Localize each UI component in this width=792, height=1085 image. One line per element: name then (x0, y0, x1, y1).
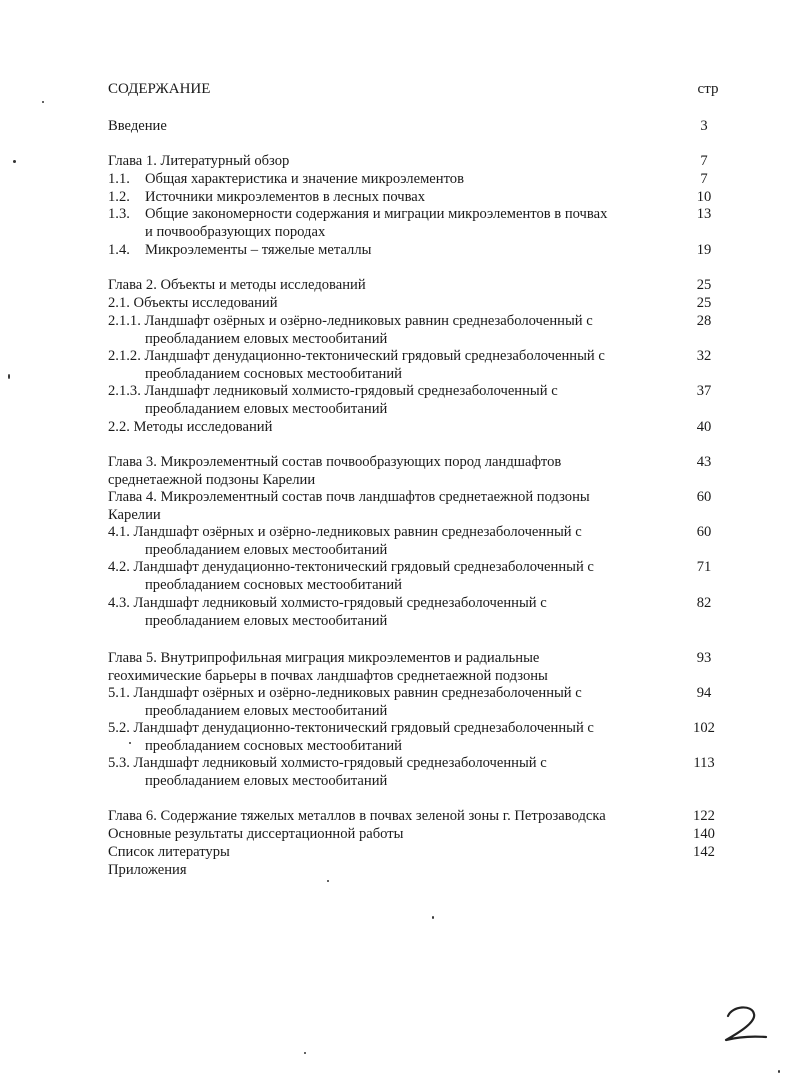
toc-entry-text (145, 189, 670, 207)
toc-entry-title: Глава 5. Внутрипрофильная миграция микроэлементов и радиальные (108, 650, 540, 666)
scan-speck (129, 742, 131, 744)
toc-entry-page: 71 (696, 559, 712, 575)
toc-entry-text (108, 118, 668, 136)
toc-entry-page: 140 (693, 826, 715, 842)
toc-entry-page: 113 (693, 755, 715, 771)
toc-entry-continuation: преобладанием сосновых местообитаний (145, 737, 402, 754)
toc-entry-text (108, 685, 668, 720)
scan-speck (13, 160, 16, 163)
toc-entry-title: Глава 1. Литературный обзор (108, 153, 290, 169)
toc-entry-page: 60 (696, 489, 712, 505)
toc-entry-page: 3 (700, 118, 708, 134)
toc-entry-continuation: преобладанием еловых местообитаний (145, 400, 388, 417)
toc-entry-title: 4.1. Ландшафт озёрных и озёрно-ледниковых равнин среднезаболоченный с (108, 524, 582, 540)
toc-entry-number: 1.3. (108, 206, 130, 222)
toc-entry-page: 7 (700, 153, 708, 169)
toc-entry-title: 2.1.2. Ландшафт денудационно-тектонический грядовый среднезаболоченный с (108, 348, 605, 364)
toc-entry-title: Глава 4. Микроэлементный состав почв ландшафтов среднетаежной подзоны (108, 489, 590, 505)
toc-entry-text (108, 595, 668, 630)
toc-entry-title: 5.2. Ландшафт денудационно-тектонический грядовый среднезаболоченный с (108, 720, 594, 736)
toc-entry-title: 2.1. Объекты исследований (108, 295, 278, 311)
toc-entry-continuation: преобладанием еловых местообитаний (145, 702, 388, 719)
toc-entry-text (108, 313, 668, 348)
toc-entry-page: 10 (696, 189, 712, 205)
toc-entry-title: 2.2. Методы исследований (108, 419, 273, 435)
toc-entry-page: 94 (696, 685, 712, 701)
toc-entry-title: 5.3. Ландшафт ледниковый холмисто-грядовый среднезаболоченный с (108, 755, 547, 771)
toc-entry-continuation: и почвообразующих породах (145, 223, 326, 240)
toc-entry-continuation: преобладанием сосновых местообитаний (145, 576, 402, 593)
toc-entry-number: 1.4. (108, 242, 130, 258)
toc-entry-title: 2.1.3. Ландшафт ледниковый холмисто-грядовый среднезаболоченный с (108, 383, 558, 399)
toc-entry-continuation: преобладанием еловых местообитаний (145, 541, 388, 558)
toc-entry-continuation: преобладанием еловых местообитаний (145, 612, 388, 629)
toc-entry-text (108, 808, 668, 826)
toc-entry-text (108, 844, 668, 862)
toc-entry-title: Глава 2. Объекты и методы исследований (108, 277, 366, 293)
toc-entry-page: 25 (696, 295, 712, 311)
toc-entry-page: 7 (700, 171, 708, 187)
toc-entry-number: 1.2. (108, 189, 130, 205)
toc-entry-page: 40 (696, 419, 712, 435)
toc-entry-text (108, 720, 668, 755)
scan-speck (778, 1070, 780, 1073)
toc-entry-title: Микроэлементы – тяжелые металлы (145, 242, 372, 258)
toc-entry-text (108, 559, 668, 594)
toc-entry-title: Основные результаты диссертационной работы (108, 826, 404, 842)
toc-entry-text (108, 826, 668, 844)
page-column-label: стр (697, 81, 719, 97)
toc-entry-continuation: преобладанием сосновых местообитаний (145, 365, 402, 382)
scan-speck (8, 374, 10, 379)
toc-entry-page: 93 (696, 650, 712, 666)
handwritten-page-number (718, 1000, 778, 1050)
toc-entry-title: 5.1. Ландшафт озёрных и озёрно-ледниковых равнин среднезаболоченный с (108, 685, 582, 701)
toc-entry-text (108, 383, 668, 418)
toc-entry-continuation: преобладанием еловых местообитаний (145, 772, 388, 789)
toc-entry-text (108, 650, 668, 685)
toc-entry-page: 32 (696, 348, 712, 364)
toc-entry-page: 28 (696, 313, 712, 329)
toc-entry-page: 122 (693, 808, 715, 824)
toc-entry-text (108, 524, 668, 559)
toc-entry-title: Введение (108, 118, 167, 134)
toc-entry-text (108, 489, 668, 524)
toc-entry-title: Список литературы (108, 844, 230, 860)
toc-entry-text (108, 153, 668, 171)
toc-entry-text (108, 755, 668, 790)
toc-entry-text (108, 348, 668, 383)
toc-entry-title: Глава 3. Микроэлементный состав почвообразующих пород ландшафтов (108, 454, 562, 470)
toc-entry-text (108, 277, 668, 295)
toc-entry-number: 1.1. (108, 171, 130, 187)
toc-entry-page: 37 (696, 383, 712, 399)
scan-speck (327, 880, 329, 882)
toc-entry-text (108, 862, 668, 880)
toc-entry-page: 82 (696, 595, 712, 611)
toc-entry-page: 19 (696, 242, 712, 258)
toc-entry-page: 25 (696, 277, 712, 293)
toc-entry-text (145, 242, 670, 260)
toc-entry-page: 60 (696, 524, 712, 540)
page-title: СОДЕРЖАНИЕ (108, 81, 211, 97)
toc-entry-title: Общая характеристика и значение микроэлементов (145, 171, 464, 187)
toc-entry-title: Приложения (108, 862, 187, 878)
scan-speck (432, 916, 434, 919)
toc-entry-text (108, 454, 668, 489)
toc-entry-page: 142 (693, 844, 715, 860)
toc-entry-continuation: преобладанием еловых местообитаний (145, 330, 388, 347)
toc-entry-text (145, 206, 670, 241)
toc-entry-text (108, 295, 668, 313)
toc-entry-page: 43 (696, 454, 712, 470)
toc-entry-text (145, 171, 670, 189)
toc-entry-continuation: Карелии (108, 506, 161, 523)
toc-entry-title: 4.2. Ландшафт денудационно-тектонический грядовый среднезаболоченный с (108, 559, 594, 575)
toc-entry-continuation: геохимические барьеры в почвах ландшафтов среднетаежной подзоны (108, 667, 548, 684)
toc-entry-text (108, 419, 668, 437)
scan-speck (304, 1052, 306, 1054)
toc-entry-page: 13 (696, 206, 712, 222)
toc-entry-title: Глава 6. Содержание тяжелых металлов в почвах зеленой зоны г. Петрозаводска (108, 808, 606, 824)
scan-speck (42, 101, 44, 103)
toc-entry-title: 2.1.1. Ландшафт озёрных и озёрно-ледниковых равнин среднезаболоченный с (108, 313, 593, 329)
toc-entry-page: 102 (693, 720, 715, 736)
toc-entry-title: Источники микроэлементов в лесных почвах (145, 189, 426, 205)
toc-entry-title: Общие закономерности содержания и миграции микроэлементов в почвах (145, 206, 608, 222)
toc-entry-title: 4.3. Ландшафт ледниковый холмисто-грядовый среднезаболоченный с (108, 595, 547, 611)
toc-entry-continuation: среднетаежной подзоны Карелии (108, 471, 316, 488)
